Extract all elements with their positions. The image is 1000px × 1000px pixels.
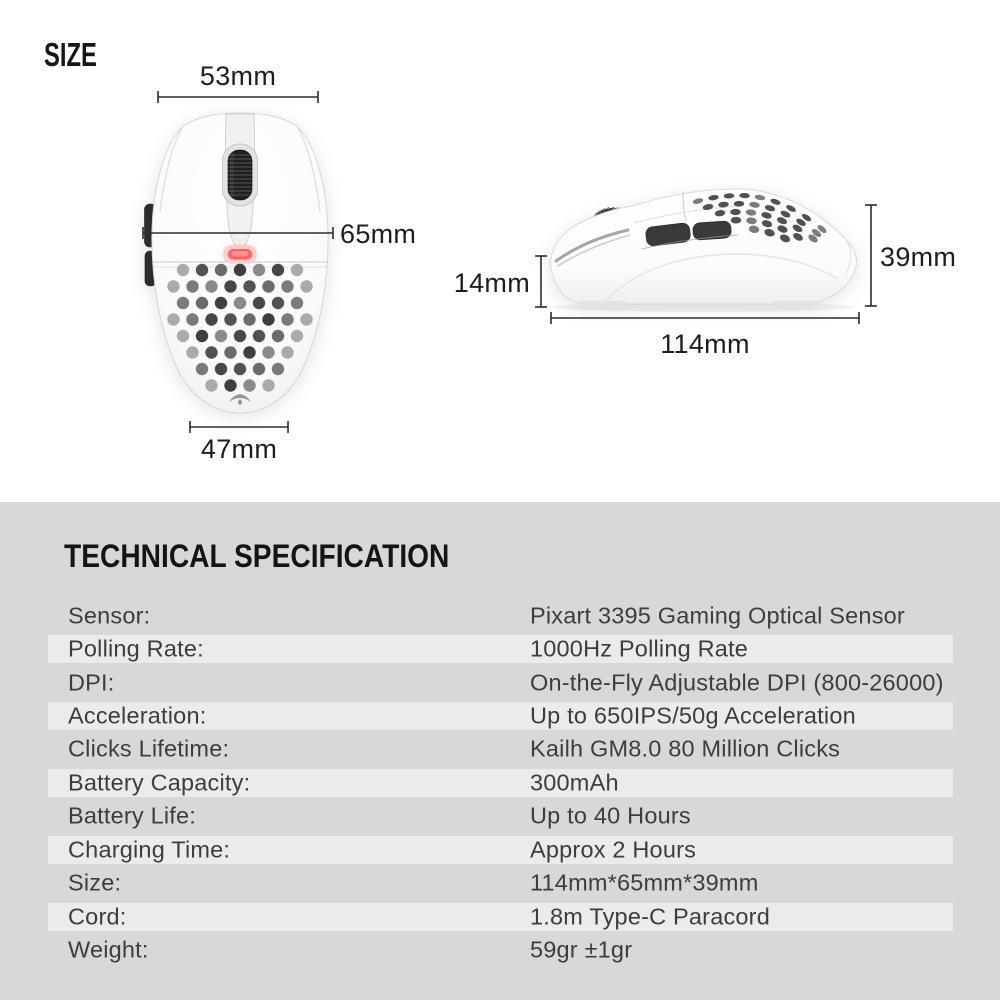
honeycomb-hole: [224, 346, 236, 358]
dim-label-114mm: 114mm: [660, 329, 750, 359]
dim-line-53mm: [158, 91, 318, 103]
honeycomb-hole: [215, 264, 227, 276]
honeycomb-hole: [224, 280, 236, 292]
honeycomb-hole: [177, 297, 189, 309]
honeycomb-hole: [215, 330, 227, 342]
honeycomb-hole: [281, 313, 293, 325]
mouse-top-view-illustration: [142, 112, 330, 414]
mouse-foot-back: [772, 301, 818, 306]
honeycomb-hole: [262, 280, 274, 292]
spec-row-sensor: [48, 599, 953, 632]
honeycomb-hole: [253, 330, 265, 342]
honeycomb-hole: [177, 330, 189, 342]
honeycomb-hole: [234, 264, 246, 276]
honeycomb-hole: [272, 297, 284, 309]
honeycomb-hole: [243, 313, 255, 325]
spec-label: DPI:: [68, 669, 115, 696]
spec-value: Kailh GM8.0 80 Million Clicks: [530, 735, 841, 762]
honeycomb-hole: [234, 363, 246, 375]
honeycomb-hole: [300, 280, 312, 292]
honeycomb-hole: [253, 363, 265, 375]
spec-value: Pixart 3395 Gaming Optical Sensor: [530, 602, 905, 629]
spec-row-cord: [48, 900, 953, 933]
honeycomb-hole: [224, 313, 236, 325]
spec-value: 1000Hz Polling Rate: [530, 635, 749, 662]
spec-row-clicks-lifetime: [48, 733, 953, 766]
honeycomb-hole: [234, 297, 246, 309]
honeycomb-hole: [167, 280, 179, 292]
spec-label: Cord:: [68, 903, 127, 930]
spec-row-acceleration: [48, 699, 953, 732]
honeycomb-hole: [205, 313, 217, 325]
spec-value: 1.8m Type-C Paracord: [530, 903, 770, 930]
honeycomb-hole: [272, 330, 284, 342]
spec-label: Charging Time:: [68, 836, 231, 863]
spec-value: 300mAh: [530, 769, 619, 796]
honeycomb-hole: [196, 297, 208, 309]
spec-row-battery-capacity: [48, 766, 953, 799]
honeycomb-hole: [291, 264, 303, 276]
dim-label-53mm: 53mm: [199, 61, 277, 91]
mouse-side-view-illustration: [546, 183, 862, 315]
honeycomb-hole: [205, 379, 217, 391]
honeycomb-hole: [167, 313, 179, 325]
spec-label: Battery Capacity:: [68, 769, 251, 796]
spec-label: Sensor:: [68, 602, 151, 629]
honeycomb-hole: [291, 297, 303, 309]
spec-label: Polling Rate:: [68, 635, 204, 662]
spec-label: Battery Life:: [68, 802, 196, 829]
spec-heading: TECHNICAL SPECIFICATION: [64, 538, 450, 574]
honeycomb-hole: [243, 379, 255, 391]
honeycomb-hole: [186, 280, 198, 292]
spec-row-weight: [48, 933, 953, 966]
spec-value: Up to 650IPS/50g Acceleration: [530, 702, 856, 729]
honeycomb-hole: [205, 280, 217, 292]
dim-label-65mm: 65mm: [340, 219, 417, 249]
spec-row-size: [48, 867, 953, 900]
honeycomb-hole: [186, 313, 198, 325]
honeycomb-hole: [291, 330, 303, 342]
honeycomb-hole: [243, 280, 255, 292]
honeycomb-hole: [196, 363, 208, 375]
spec-row-charging-time: [48, 833, 953, 866]
honeycomb-hole: [215, 363, 227, 375]
spec-value: On-the-Fly Adjustable DPI (800-26000): [530, 669, 944, 696]
spec-value: Up to 40 Hours: [530, 802, 691, 829]
spec-value: Approx 2 Hours: [530, 836, 697, 863]
honeycomb-hole: [243, 346, 255, 358]
honeycomb-hole: [253, 297, 265, 309]
spec-row-polling-rate: [48, 632, 953, 665]
honeycomb-hole: [186, 346, 198, 358]
spec-value: 59gr ±1gr: [530, 936, 633, 963]
honeycomb-hole: [300, 313, 312, 325]
honeycomb-hole: [196, 330, 208, 342]
honeycomb-hole: [224, 379, 236, 391]
spec-section: [0, 502, 1000, 1000]
honeycomb-hole: [196, 264, 208, 276]
honeycomb-hole: [253, 264, 265, 276]
spec-table: [48, 599, 953, 967]
dim-label-14mm: 14mm: [453, 268, 530, 298]
mouse-foot-front: [580, 301, 626, 306]
dpi-led: [224, 246, 256, 263]
honeycomb-hole: [262, 379, 274, 391]
spec-label: Size:: [68, 869, 122, 896]
spec-label: Acceleration:: [68, 702, 207, 729]
dim-label-47mm: 47mm: [200, 434, 278, 464]
size-heading: SIZE: [44, 36, 97, 73]
scroll-wheel: [228, 150, 252, 200]
spec-label: Clicks Lifetime:: [68, 735, 230, 762]
honeycomb-hole: [272, 363, 284, 375]
dim-line-47mm: [190, 421, 288, 433]
spec-value: 114mm*65mm*39mm: [530, 869, 759, 896]
spec-label: Weight:: [68, 936, 149, 963]
spec-row-battery-life: [48, 800, 953, 833]
honeycomb-hole: [262, 346, 274, 358]
honeycomb-hole: [281, 280, 293, 292]
dim-line-39mm: [865, 205, 877, 306]
honeycomb-hole: [205, 346, 217, 358]
spec-row-dpi: [48, 666, 953, 699]
dim-label-39mm: 39mm: [880, 242, 957, 272]
honeycomb-hole: [262, 313, 274, 325]
honeycomb-hole: [234, 330, 246, 342]
honeycomb-hole: [177, 264, 189, 276]
honeycomb-hole: [272, 264, 284, 276]
honeycomb-hole: [281, 346, 293, 358]
honeycomb-hole: [215, 297, 227, 309]
